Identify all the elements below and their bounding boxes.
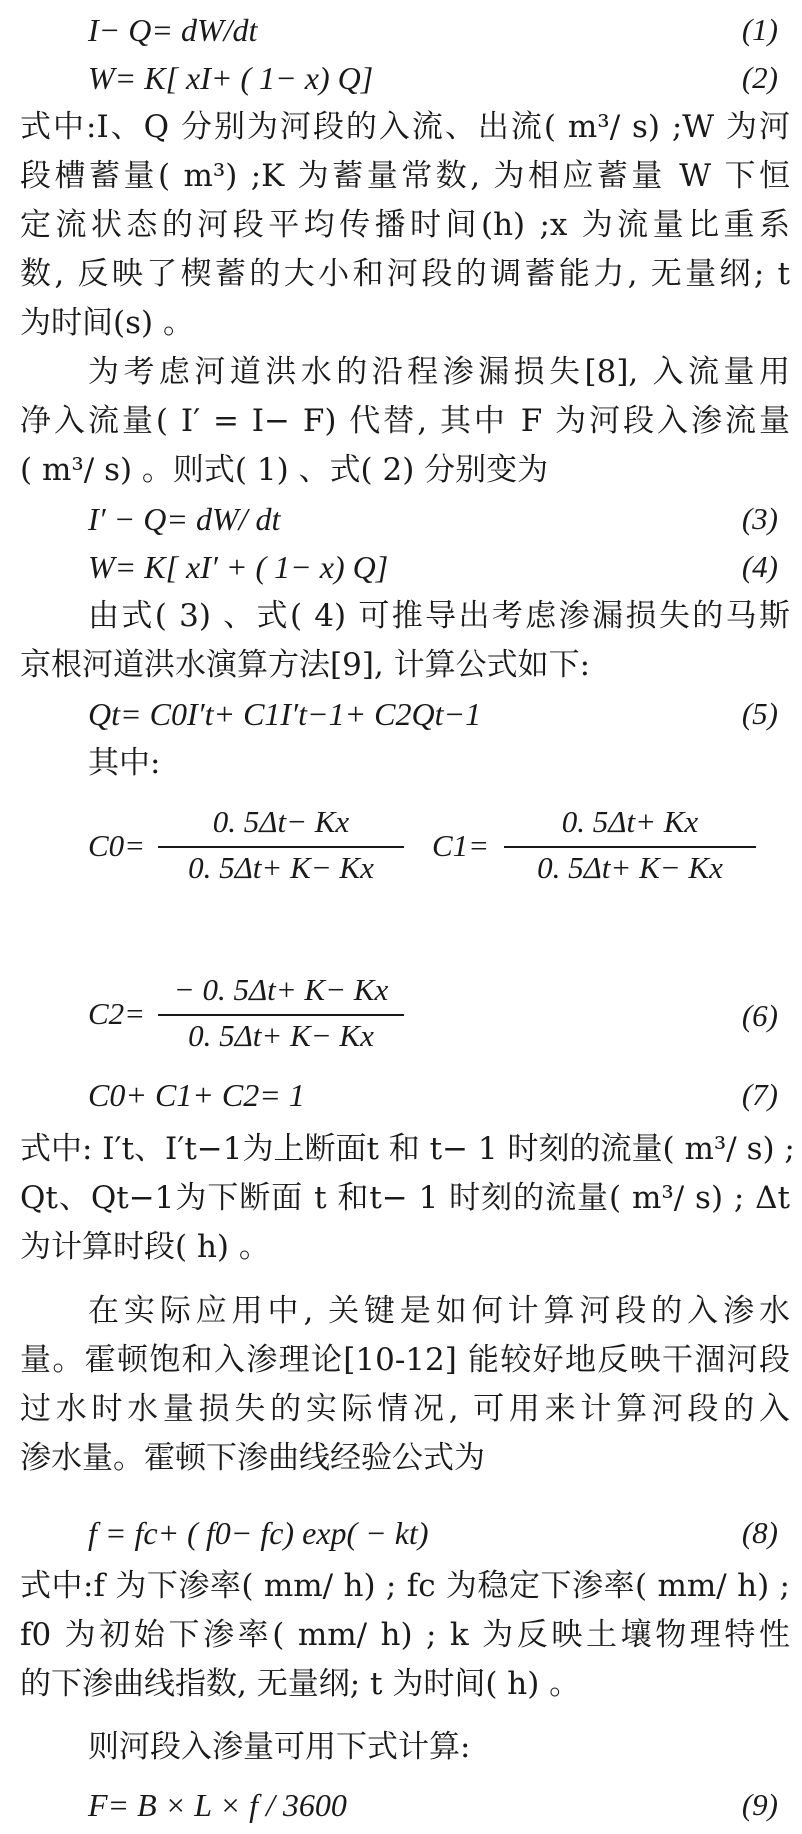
equation-number: (2): [741, 60, 778, 95]
paragraph-line: 过水时水量损失的实际情况, 可用来计算河段的入: [20, 1391, 790, 1427]
equation-number: (7): [741, 1077, 778, 1112]
equation-3: [88, 495, 790, 543]
equation-text: C0+ C1+ C2= 1: [88, 1077, 305, 1113]
equation-9: [88, 1781, 790, 1829]
paragraph-line: 为考虑河道洪水的沿程渗漏损失[8], 入流量用: [88, 354, 790, 390]
equation-text: I′ − Q= dW/ dt: [88, 501, 281, 537]
paragraph-line: 为计算时段( h) 。: [20, 1229, 270, 1265]
paragraph-line: 京根河道洪水演算方法[9], 计算公式如下:: [20, 647, 591, 683]
equation-number: (5): [741, 696, 778, 731]
paragraph-line: 数, 反映了楔蓄的大小和河段的调蓄能力, 无量纲; t: [20, 256, 790, 292]
fraction-denominator: 0. 5Δt+ K− Kx: [188, 850, 374, 885]
paragraph-line: 段槽蓄量( m³) ;K 为蓄量常数, 为相应蓄量 W 下恒: [20, 158, 790, 194]
paragraph-line: 量。霍顿饱和入渗理论[10-12] 能较好地反映干涸河段: [20, 1342, 790, 1378]
equation-1: [88, 6, 790, 54]
fraction-bar: [158, 846, 404, 848]
fraction-lhs: C1=: [432, 828, 490, 863]
equation-number: (9): [741, 1787, 778, 1822]
paragraph-line: Qt、Qt−1为下断面 t 和t− 1 时刻的流量( m³/ s) ; Δt: [20, 1180, 790, 1216]
equation-number: (1): [741, 12, 778, 47]
fraction-denominator: 0. 5Δt+ K− Kx: [537, 850, 723, 885]
equation-2: [88, 54, 790, 102]
equation-5: [88, 690, 790, 738]
fraction-bar: [504, 846, 756, 848]
fraction-numerator: − 0. 5Δt+ K− Kx: [173, 972, 389, 1007]
paragraph-line: 净入流量( I′ = I− F) 代替, 其中 F 为河段入渗流量: [20, 403, 790, 439]
paragraph-line: 式中: I′t、I′t−1为上断面t 和 t− 1 时刻的流量( m³/ s) ;: [20, 1131, 795, 1167]
paragraph-line: 渗水量。霍顿下渗曲线经验公式为: [20, 1440, 485, 1476]
fraction-denominator: 0. 5Δt+ K− Kx: [188, 1018, 374, 1053]
fraction-lhs: C2=: [88, 996, 146, 1031]
fraction-lhs: C0=: [88, 828, 146, 863]
paragraph-line: 则河段入渗量可用下式计算:: [88, 1729, 471, 1765]
equation-number: (8): [741, 1515, 778, 1550]
equation-4: [88, 543, 790, 591]
fraction-c1: [432, 800, 762, 896]
fraction-c0: [88, 800, 408, 896]
fraction-numerator: 0. 5Δt− Kx: [212, 804, 350, 839]
equation-text: I− Q= dW/dt: [88, 12, 258, 48]
equation-6-number-row: [88, 992, 790, 1040]
paragraph-line: 在实际应用中, 关键是如何计算河段的入渗水: [88, 1293, 790, 1329]
equation-8: [88, 1509, 790, 1557]
paragraph-line: 定流状态的河段平均传播时间(h) ;x 为流量比重系: [20, 207, 790, 243]
paragraph-line: 其中:: [88, 745, 161, 781]
equation-text: f = fc+ ( f0− fc) exp( − kt): [88, 1515, 429, 1551]
equation-number: (6): [741, 998, 778, 1033]
paragraph-line: f0 为初始下渗率( mm/ h) ; k 为反映土壤物理特性: [20, 1617, 790, 1653]
paragraph-line: 式中:I、Q 分别为河段的入流、出流( m³/ s) ;W 为河: [20, 109, 790, 145]
paragraph-line: 为时间(s) 。: [20, 305, 194, 341]
paragraph-line: 由式( 3) 、式( 4) 可推导出考虑渗漏损失的马斯: [88, 598, 790, 634]
equation-number: (3): [741, 501, 778, 536]
equation-7: [88, 1071, 790, 1119]
equation-number: (4): [741, 549, 778, 584]
paragraph-line: 式中:f 为下渗率( mm/ h) ; fc 为稳定下渗率( mm/ h) ;: [20, 1568, 790, 1604]
paragraph-line: 的下渗曲线指数, 无量纲; t 为时间( h) 。: [20, 1666, 581, 1702]
equation-text: F= B × L × f / 3600: [88, 1787, 347, 1823]
fraction-numerator: 0. 5Δt+ Kx: [561, 804, 699, 839]
paragraph-line: ( m³/ s) 。则式( 1) 、式( 2) 分别变为: [20, 452, 549, 488]
equation-text: W= K[ xI+ ( 1− x) Q]: [88, 60, 374, 96]
equation-text: W= K[ xI′ + ( 1− x) Q]: [88, 549, 389, 585]
equation-text: Qt= C0I′t+ C1I′t−1+ C2Qt−1: [88, 696, 482, 732]
